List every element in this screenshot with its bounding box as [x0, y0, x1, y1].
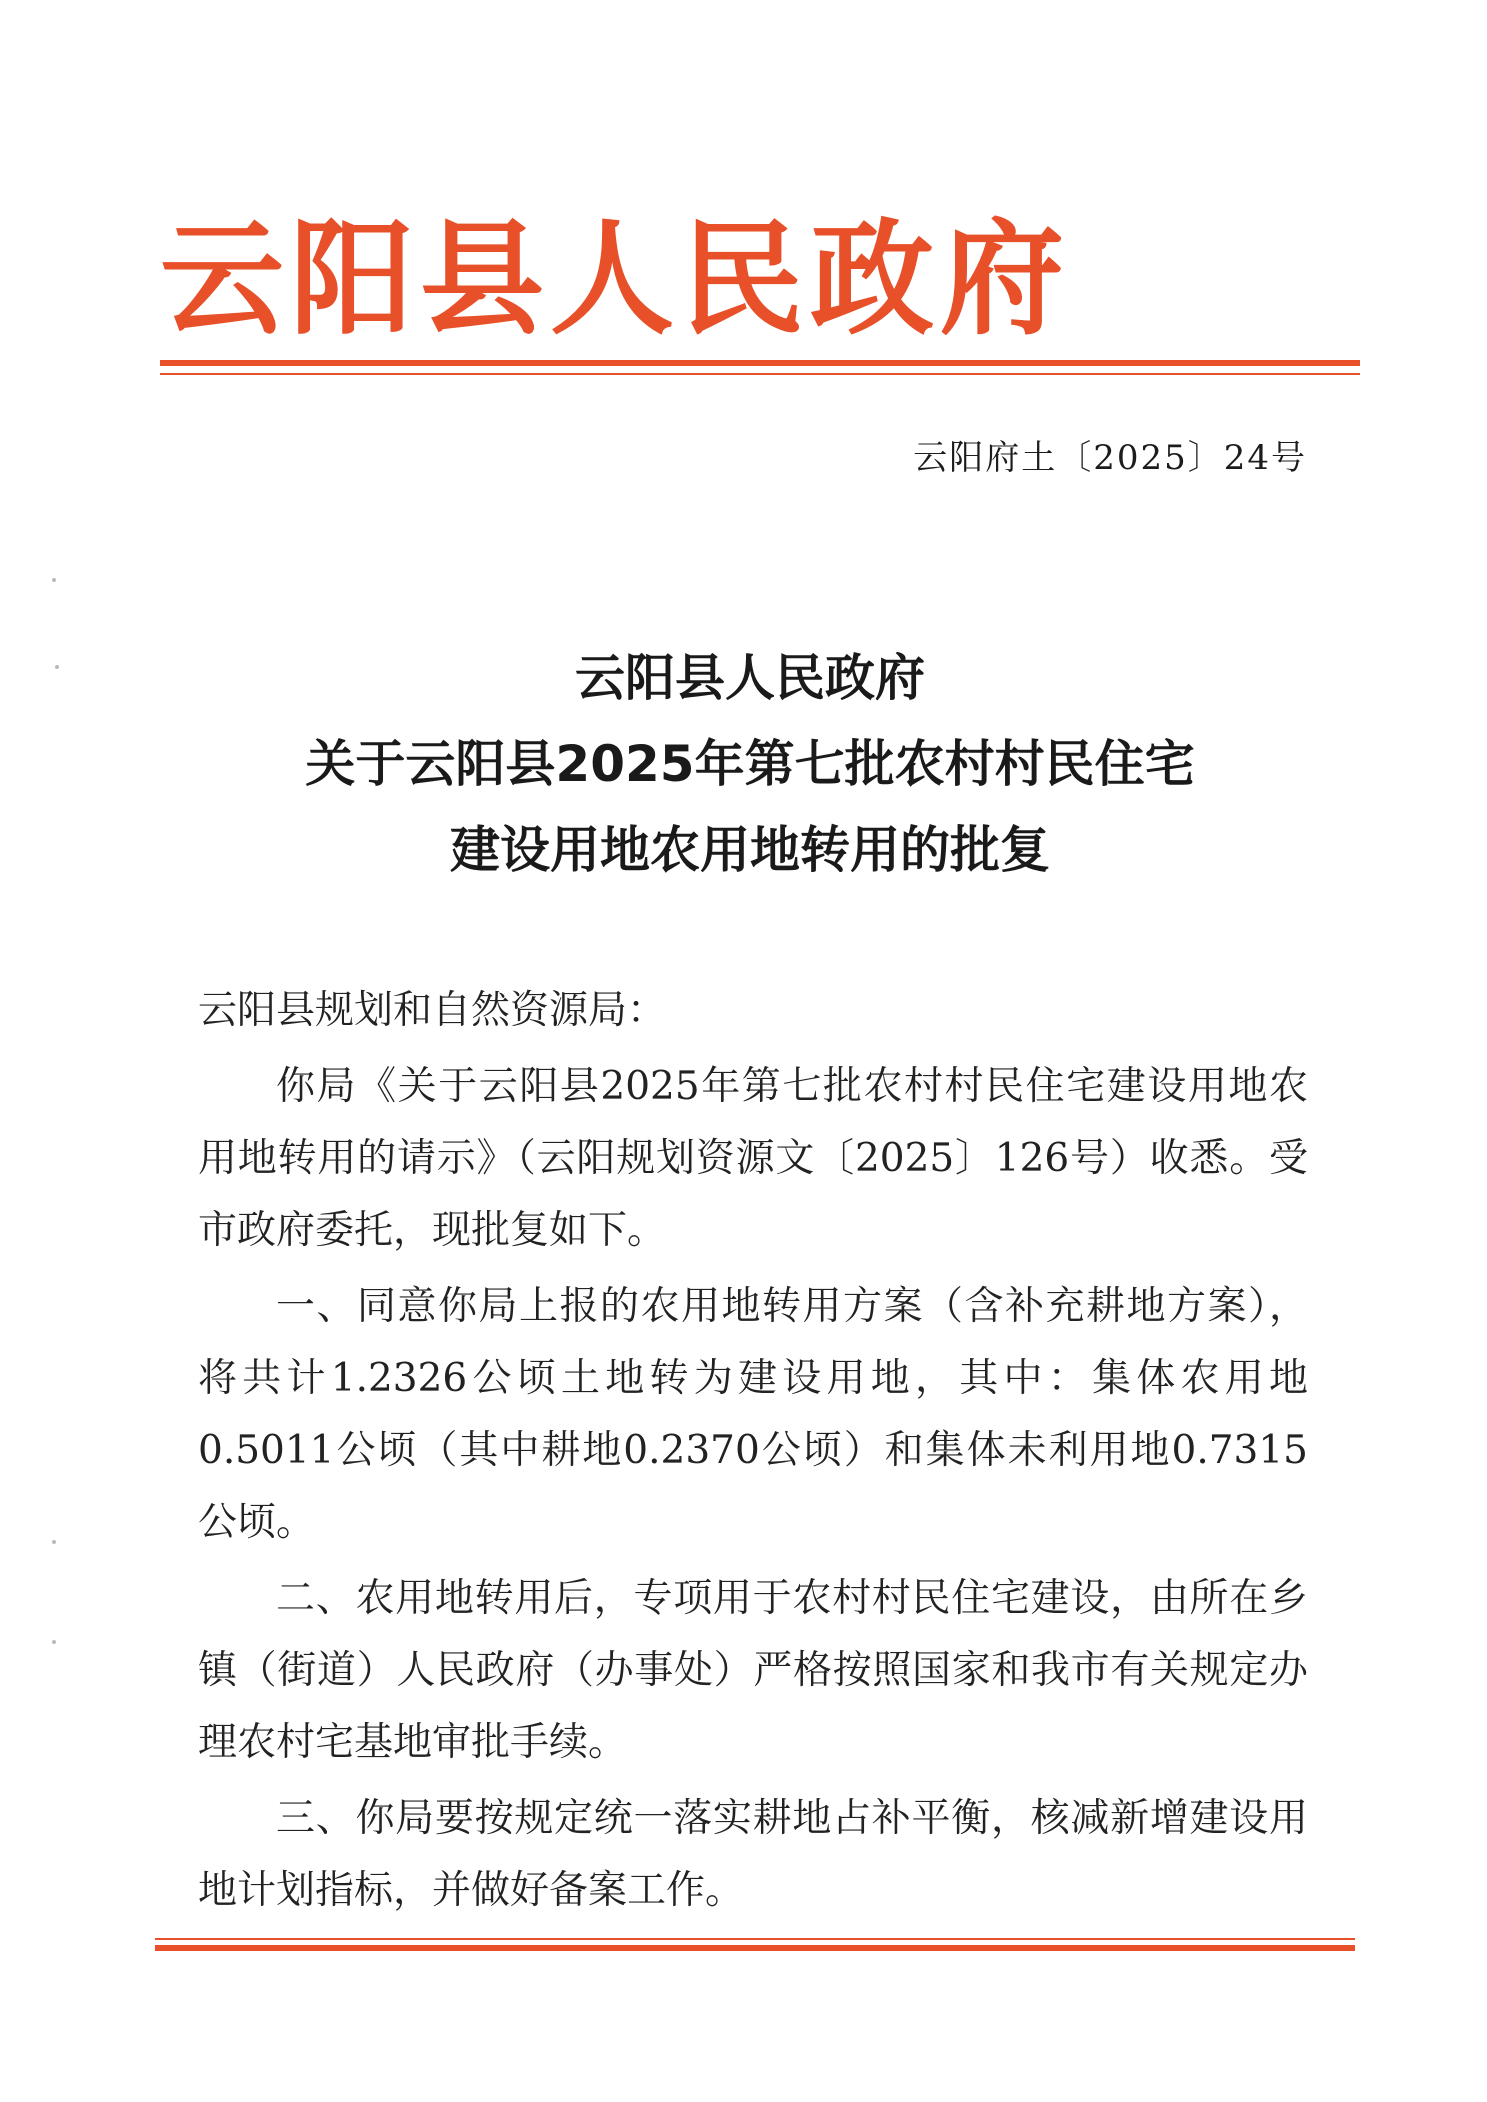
title-line-3: 建设用地农用地转用的批复 — [450, 821, 1050, 879]
paragraph-2: 一、同意你局上报的农用地转用方案（含补充耕地方案），将共计1.2326公顷土地转为建设用地，其中：集体农用地0.5011公顷（其中耕地0.2370公顷）和集体未利用地0.7315公顷。 — [198, 1284, 1308, 1545]
scan-speck — [52, 1540, 56, 1544]
scan-speck — [52, 1640, 56, 1644]
document-number: 云阳府土〔2025〕24号 — [913, 438, 1307, 478]
paragraph-3: 二、农用地转用后，专项用于农村村民住宅建设，由所在乡镇（街道）人民政府（办事处）严格按照国家和我市有关规定办理农村宅基地审批手续。 — [198, 1576, 1308, 1765]
scan-speck — [52, 578, 56, 582]
footer-red-rule-thick — [155, 1945, 1355, 1951]
header-red-rule-thin — [160, 373, 1360, 375]
document-title — [150, 635, 1350, 893]
scan-speck — [55, 665, 59, 669]
salutation: 云阳县规划和自然资源局： — [198, 988, 667, 1033]
paragraph-1: 你局《关于云阳县2025年第七批农村村民住宅建设用地农用地转用的请示》（云阳规划资源文〔2025〕126号）收悉。受市政府委托，现批复如下。 — [198, 1064, 1308, 1253]
paragraph-4: 三、你局要按规定统一落实耕地占补平衡，核减新增建设用地计划指标，并做好备案工作。 — [198, 1796, 1308, 1913]
header-red-rule-thick — [160, 360, 1360, 366]
title-line-1: 云阳县人民政府 — [575, 649, 925, 707]
letterhead-title: 云阳县人民政府 — [160, 208, 1071, 352]
title-line-2: 关于云阳县2025年第七批农村村民住宅 — [305, 735, 1195, 793]
document-body — [198, 975, 1308, 1931]
footer-red-rule-thin — [155, 1938, 1355, 1940]
